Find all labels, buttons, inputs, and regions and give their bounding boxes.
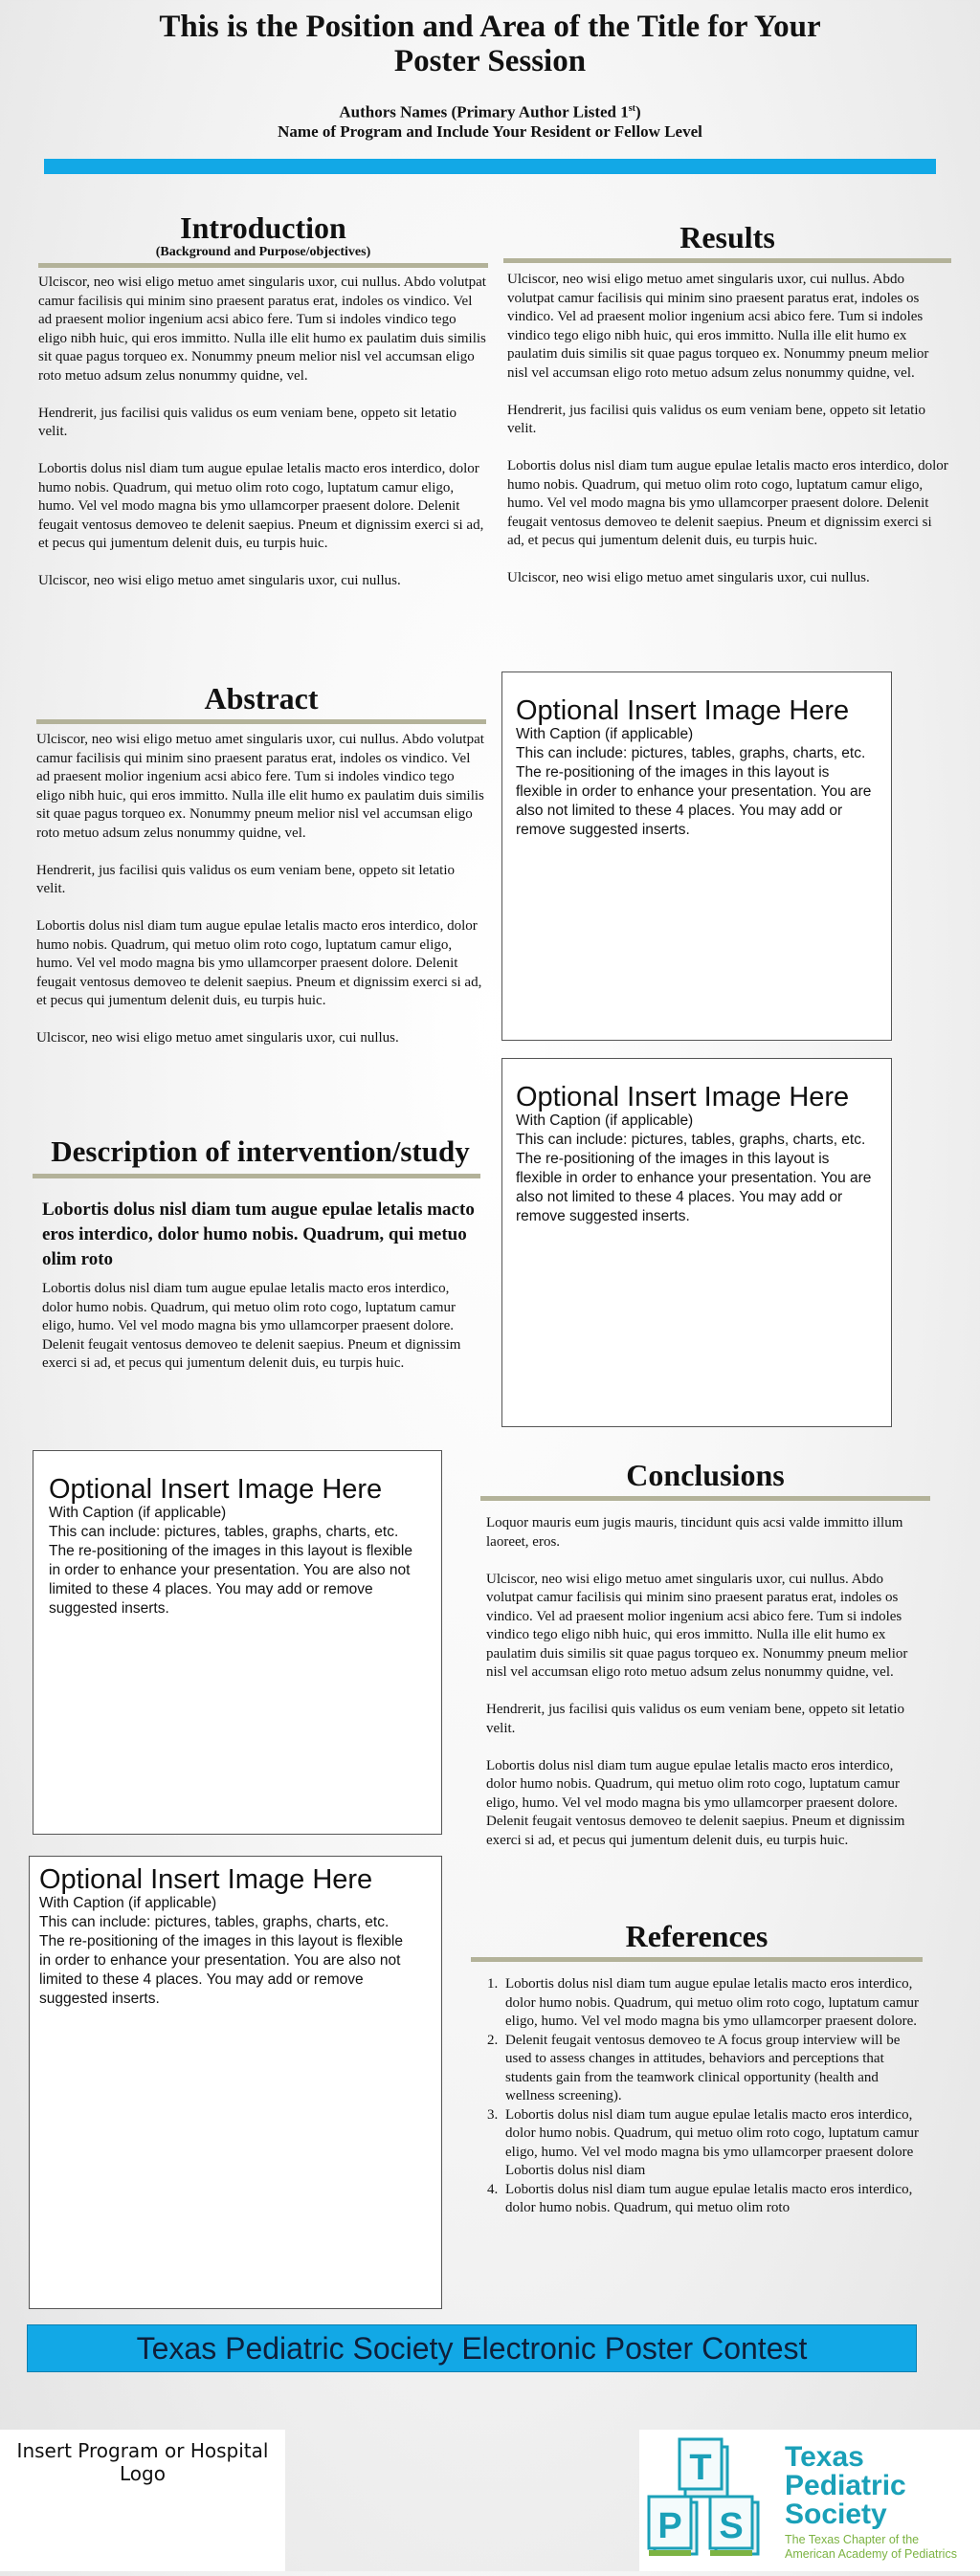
introduction-section [38,210,488,609]
authors-text: Authors Names (Primary Author Listed 1 [339,102,629,121]
conclusions-heading: Conclusions [626,1458,785,1492]
paragraph: Hendrerit, jus facilisi quis validus os eum veniam bene, oppeto sit letatio velit. [36,862,455,896]
poster-title-line2: Poster Session [393,44,587,78]
image-placeholder-heading: Optional Insert Image Here [516,695,850,726]
paragraph: Lobortis dolus nisl diam tum augue epulae letalis macto eros interdico, dolor humo nobis. Quadrum, qui metuo olim roto cogo, luptatum camur eligo, humo. Vel vel modo magna bis ymo ullamcorper praesent dolore. Delenit feugait ventosus demoveo te delenit saepius. Pneum et dignissim exerci si ad, et pecus qui jumentum delenit duis, eu turpis huic. [507,458,948,548]
image-placeholder-description: This can include: pictures, tables, graphs, charts, etc. The re-positioning of the images in this layout is flexible in order to enhance your presentation. You are also not limited to these 4 places. You may add or remove suggested inserts. [49,1524,412,1617]
paragraph: Hendrerit, jus facilisi quis validus os eum veniam bene, oppeto sit letatio velit. [507,402,925,436]
image-placeholder-caption: With Caption (if applicable) [39,1895,217,1911]
results-rule [503,258,951,263]
references-list [471,1975,923,2218]
image-placeholder-1[interactable] [501,672,892,1041]
introduction-subheading: (Background and Purpose/objectives) [155,245,371,259]
paragraph: Lobortis dolus nisl diam tum augue epulae letalis macto eros interdico, dolor humo nobis. Quadrum, qui metuo olim roto cogo, luptatum camur eligo, humo. Vel vel modo magna bis ymo ullamcorper praesent dolore. Delenit feugait ventosus demoveo te delenit saepius. Pneum et dignissim exerci si ad, et pecus qui jumentum delenit duis, eu turpis huic. [38,461,484,551]
introduction-body [38,274,488,591]
image-placeholder-description: This can include: pictures, tables, graphs, charts, etc. The re-positioning of the images in this layout is flexible in order to enhance your presentation. You are also not limited to these 4 places. You may add or remove suggested inserts. [516,745,872,838]
paragraph: Ulciscor, neo wisi eligo metuo amet singularis uxor, cui nullus. [507,570,870,585]
paragraph: Loquor mauris eum jugis mauris, tincidunt quis acsi valde immitto illum laoreet, eros. [486,1515,903,1550]
description-heading: Description of intervention/study [51,1134,470,1168]
tps-tagline-line1: The Texas Chapter of the [785,2533,920,2546]
references-section [471,1919,923,2218]
image-placeholder-caption: With Caption (if applicable) [516,726,694,742]
tps-logo-tagline [785,2533,957,2562]
abstract-rule [36,719,486,724]
results-body [503,271,951,588]
tps-tagline-line2: American Academy of Pediatrics [785,2547,957,2561]
paragraph: Ulciscor, neo wisi eligo metuo amet singularis uxor, cui nullus. Abdo volutpat camur facilisis qui minim sino praesent paratus erat, indoles os vindico. Vel ad praesent molior ingenium acsi abico fere. Tum si indoles vindico tego eligo nibh huic, qui eros immitto. Nulla ille elit humo ex paulatim duis similis sit quae pagus torqueo ex. Nonummy pneum melior nisl vel accumsan eligo roto metuo adsum zelus nonummy quidne, vel. [38,275,486,384]
program-logo-placeholder-text: Insert Program or Hospital Logo [16,2439,269,2485]
header-divider-bar [44,159,936,174]
authors-superscript: st [628,103,635,114]
image-placeholder-caption: With Caption (if applicable) [516,1112,694,1129]
image-placeholder-4[interactable] [29,1856,442,2309]
introduction-rule [38,263,488,268]
tps-logo-name [785,2443,906,2529]
image-placeholder-heading: Optional Insert Image Here [39,1864,373,1895]
tps-logo [639,2430,980,2571]
reference-item: 4. Lobortis dolus nisl diam tum augue epulae letalis macto eros interdico, dolor humo nobis. Quadrum, qui metuo olim roto [501,2181,923,2218]
image-placeholder-heading: Optional Insert Image Here [516,1082,850,1112]
conclusions-section [480,1458,930,1869]
reference-item: 3. Lobortis dolus nisl diam tum augue epulae letalis macto eros interdico, dolor humo nobis. Quadrum, qui metuo olim roto cogo, luptatum camur eligo, humo. Vel vel modo magna bis ymo ullamcorper praesent dolore Lobortis dolus nisl diam [501,2106,923,2181]
description-section [33,1134,488,1374]
image-placeholder-heading: Optional Insert Image Here [49,1474,383,1505]
conclusions-rule [480,1496,930,1501]
description-rule [33,1174,480,1178]
image-placeholder-description: This can include: pictures, tables, graphs, charts, etc. The re-positioning of the images in this layout is flexible in order to enhance your presentation. You are also not limited to these 4 places. You may add or remove suggested inserts. [39,1914,403,2007]
poster-title [77,10,903,78]
references-rule [471,1957,923,1962]
introduction-heading: Introduction [180,210,346,245]
paragraph: Lobortis dolus nisl diam tum augue epulae letalis macto eros interdico, dolor humo nobis. Quadrum, qui metuo olim roto cogo, luptatum camur eligo, humo. Vel vel modo magna bis ymo ullamcorper praesent dolore. Delenit feugait ventosus demoveo te delenit saepius. Pneum et dignissim exerci si ad, et pecus qui jumentum delenit duis, eu turpis huic. [486,1757,905,1848]
tps-name-line3: Society [785,2499,887,2530]
paragraph: Hendrerit, jus facilisi quis validus os eum veniam bene, oppeto sit letatio velit. [38,405,457,439]
reference-item: 1. Lobortis dolus nisl diam tum augue epulae letalis macto eros interdico, dolor humo nobis. Quadrum, qui metuo olim roto cogo, luptatum camur eligo, humo. Vel vel modo magna bis ymo ullamcorper praesent dolore. [501,1975,923,2032]
logo-letter-p: P [657,2506,682,2546]
tps-name-line1: Texas [785,2441,864,2473]
poster-title-line1: This is the Position and Area of the Title for Your [159,10,821,44]
paragraph: Ulciscor, neo wisi eligo metuo amet singularis uxor, cui nullus. Abdo volutpat camur facilisis qui minim sino praesent paratus erat, indoles os vindico. Vel ad praesent molior ingenium acsi abico fere. Tum si indoles vindico tego eligo nibh huic, qui eros immitto. Nulla ille elit humo ex paulatim duis similis sit quae pagus torqueo ex. Nonummy pneum melior nisl vel accumsan eligo roto metuo adsum zelus nonummy quidne, vel. [486,1571,908,1680]
logo-letter-s: S [719,2506,744,2546]
references-heading: References [625,1919,768,1953]
description-body: Lobortis dolus nisl diam tum augue epulae letalis macto eros interdico, dolor humo nobis. Quadrum, qui metuo olim roto cogo, luptatum camur eligo, humo. Vel vel modo magna bis ymo ullamcorper praesent dolore. Delenit feugait ventosus demoveo te delenit saepius. Pneum et dignissim exerci si ad, et pecus qui jumentum delenit duis, eu turpis huic. [42,1281,461,1371]
image-placeholder-3[interactable] [33,1450,442,1835]
tps-name-line2: Pediatric [785,2470,906,2501]
image-placeholder-2[interactable] [501,1058,892,1427]
paragraph: Ulciscor, neo wisi eligo metuo amet singularis uxor, cui nullus. Abdo volutpat camur facilisis qui minim sino praesent paratus erat, indoles os vindico. Vel ad praesent molior ingenium acsi abico fere. Tum si indoles vindico tego eligo nibh huic, qui eros immitto. Nulla ille elit humo ex paulatim duis similis sit quae pagus torqueo ex. Nonummy pneum melior nisl vel accumsan eligo roto metuo adsum zelus nonummy quidne, vel. [36,732,484,841]
paragraph: Hendrerit, jus facilisi quis validus os eum veniam bene, oppeto sit letatio velit. [486,1702,904,1736]
results-section [503,220,951,606]
program-logo-placeholder[interactable] [0,2430,285,2571]
logo-letter-t: T [689,2448,712,2488]
paragraph: Lobortis dolus nisl diam tum augue epulae letalis macto eros interdico, dolor humo nobis. Quadrum, qui metuo olim roto cogo, luptatum camur eligo, humo. Vel vel modo magna bis ymo ullamcorper praesent dolore. Delenit feugait ventosus demoveo te delenit saepius. Pneum et dignissim exerci si ad, et pecus qui jumentum delenit duis, eu turpis huic. [36,918,482,1008]
abstract-section [36,681,486,1067]
results-heading: Results [679,220,775,254]
program-line: Name of Program and Include Your Resident or Fellow Level [278,122,702,141]
image-placeholder-description: This can include: pictures, tables, graphs, charts, etc. The re-positioning of the images in this layout is flexible in order to enhance your presentation. You are also not limited to these 4 places. You may add or remove suggested inserts. [516,1132,872,1224]
authors-suffix: ) [635,102,641,121]
authors-line [77,99,903,122]
abstract-heading: Abstract [204,681,319,716]
paragraph: Ulciscor, neo wisi eligo metuo amet singularis uxor, cui nullus. [36,1030,399,1046]
paragraph: Ulciscor, neo wisi eligo metuo amet singularis uxor, cui nullus. Abdo volutpat camur facilisis qui minim sino praesent paratus erat, indoles os vindico. Vel ad praesent molior ingenium acsi abico fere. Tum si indoles vindico tego eligo nibh huic, qui eros immitto. Nulla ille elit humo ex paulatim duis similis sit quae pagus torqueo ex. Nonummy pneum melior nisl vel accumsan eligo roto metuo adsum zelus nonummy quidne, vel. [507,272,929,381]
paragraph: Ulciscor, neo wisi eligo metuo amet singularis uxor, cui nullus. [38,573,401,588]
abstract-body [36,731,486,1048]
image-placeholder-caption: With Caption (if applicable) [49,1505,227,1521]
reference-item: 2. Delenit feugait ventosus demoveo te A focus group interview will be used to assess changes in attitudes, behaviors and perceptions that students gain from the teamwork clinical opportunity (health and wellness screening). [501,2032,923,2106]
conclusions-body [486,1514,926,1850]
description-lead: Lobortis dolus nisl diam tum augue epulae letalis macto eros interdico, dolor humo nobis. Quadrum, qui metuo olim roto [42,1200,475,1269]
contest-banner: Texas Pediatric Society Electronic Poster Contest [27,2324,917,2372]
